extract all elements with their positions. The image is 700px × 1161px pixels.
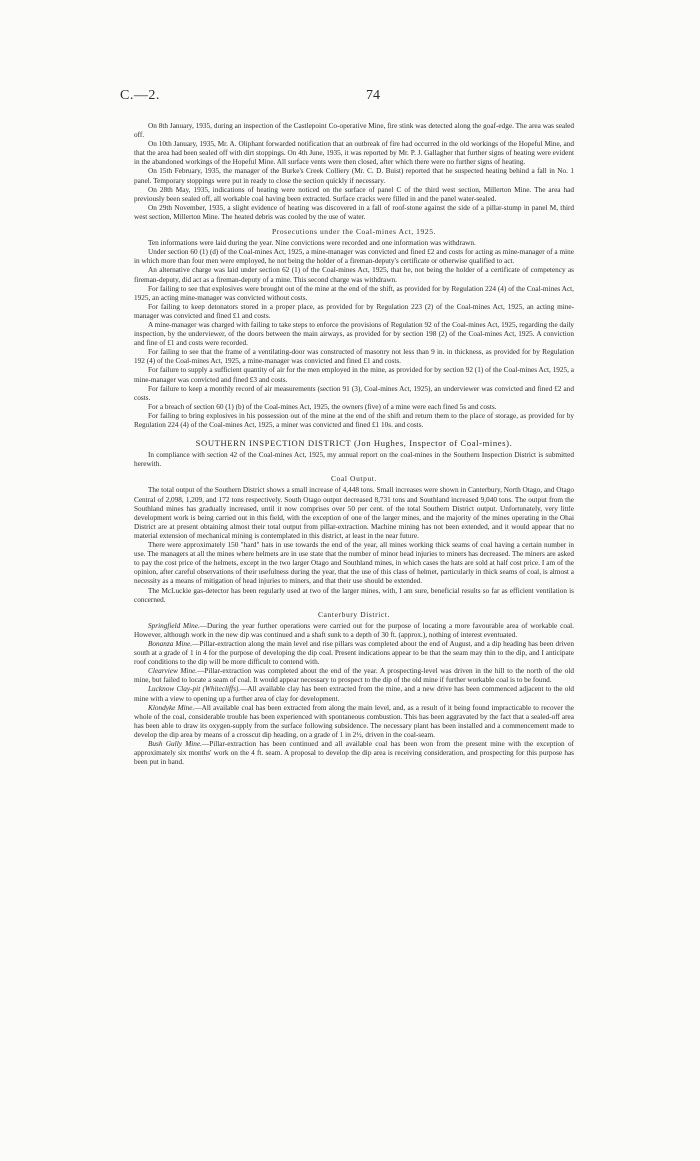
paragraph: For failing to bring explosives in his possession out of the mine at the end of the shift and return them to the place of storage, as provided for by Regulation 224 (4) of the Coal-mines Act, 1925, a miner was convicted and fined £1 10s. and costs. — [134, 411, 574, 429]
paragraph: Ten informations were laid during the year. Nine convictions were recorded and one information was withdrawn. — [148, 239, 476, 248]
paragraph: On 28th May, 1935, indications of heating were noticed on the surface of panel C of the third west section, Millerton Mine. The area had previously been sealed off, all workable coal having been extracted. Surface cracks were filled in and the panel water-sealed. — [134, 185, 574, 203]
paragraph: For failure to supply a sufficient quantity of air for the men employed in the mine, as provided for by section 92 (1) of the Coal-mines Act, 1925, a mine-manager was convicted and fined £3 and costs. — [134, 366, 574, 384]
paragraph: There were approximately 150 "hard" hats in use towards the end of the year, all mines working thick seams of coal having a certain number in use. The managers at all the mines where helmets are in use state that the number of minor head injuries to miners has decreased. The miners are asked to pay the cost price of the helmets, except in the two larger Otago and Southland mines, in which cases the hats are sold at half cost price. I am of the opinion, after careful observations of their usefulness during the year, that the use of this class of helmet, particularly in thick seams of coal, is almost a necessity as a means of mitigation of head injuries to miners, and that their use should be extended. — [134, 541, 574, 586]
mine-paragraph — [134, 704, 574, 740]
prosecutions-section — [134, 239, 574, 430]
paragraph: In compliance with section 42 of the Coal-mines Act, 1925, my annual report on the coal-mines in the Southern Inspection District is submitted herewith. — [134, 451, 574, 469]
coal-output-section — [134, 486, 574, 604]
mine-paragraph — [134, 640, 574, 667]
report-reference: C.—2. — [120, 88, 160, 103]
section-heading-coal-output: Coal Output. — [331, 474, 377, 484]
section-heading-southern-district: SOUTHERN INSPECTION DISTRICT (Jon Hughes, Inspector of Coal-mines). — [195, 438, 513, 449]
paragraph: For a breach of section 60 (1) (b) of the Coal-mines Act, 1925, the owners (five) of a mine were each fined 5s and costs. — [148, 402, 497, 411]
paragraph: For failing to see that explosives were brought out of the mine at the end of the shift, as provided for by Regulation 224 (4) of the Coal-mines Act, 1925, an acting mine-manager was convicted without costs. — [134, 284, 574, 302]
paragraph: An alternative charge was laid under section 62 (1) of the Coal-mines Act, 1925, that he, not being the holder of a certificate of competency as fireman-deputy, did act as a fireman-deputy of a mine. This second charge was withdrawn. — [134, 266, 574, 284]
mine-name: Klondyke Mine. — [148, 703, 195, 712]
mine-paragraph — [134, 740, 574, 767]
section-heading-canterbury: Canterbury District. — [318, 609, 390, 619]
paragraph: On 8th January, 1935, during an inspection of the Castlepoint Co-operative Mine, fire stink was detected along the goaf-edge. The area was sealed off. — [134, 122, 574, 140]
mine-paragraph — [134, 685, 574, 703]
mine-text: —During the year further operations were carried out for the purpose of locating a more favourable area of workable coal. However, although work in the new dip was continued and a shaft sunk to a depth of 30 ft. (approx.), nothing of interest eventuated. — [134, 621, 574, 639]
paragraph: The total output of the Southern District shows a small increase of 4,448 tons. Small increases were shown in Canterbury, North Otago, and Otago Central of 2,098, 1,209, and 172 tons respectively. South Otago output decreased 8,731 tons and Southland increased 9,040 tons. The output from the Southland mines has gradually increased, until it now comprises over 50 per cent. of the total Southern District output. Unfortunately, very little development work is being carried out in this field, with the exception of one of the larger mines, and the majority of the mines operating in the Ohai District are at present obtaining almost their total output from pillar-extraction. Machine mining has not been extended, and it would appear that no material extension of mechanical mining is contemplated in this district, at least in the near future. — [134, 486, 574, 540]
paragraph: A mine-manager was charged with failing to take steps to enforce the provisions of Regulation 92 of the Coal-mines Act, 1925, regarding the daily inspection, by the underviewer, of the doors between the main airways, as provided for by section 198 (2) of the Coal-mines Act, 1925. A conviction and fine of £1 and costs were recorded. — [134, 320, 574, 348]
paragraph: On 10th January, 1935, Mr. A. Oliphant forwarded notification that an outbreak of fire had occurred in the old workings of the Hopeful Mine, and that the area had been sealed off with dirt stoppings. On 4th June, 1935, it was reported by Mr. P. J. Gallagher that further signs of heating were evident in the abandoned workings of the Hopeful Mine. All surface vents were then closed, after which there were no further signs of heating. — [134, 140, 574, 167]
paragraph: Under section 60 (1) (d) of the Coal-mines Act, 1925, a mine-manager was convicted and fined £2 and costs for acting as mine-manager of a mine in which more than four men were employed, he not being the holder of a fireman-deputy's certificate or otherwise qualified to act. — [134, 248, 574, 266]
mine-name: Bonanza Mine. — [148, 639, 193, 648]
mine-paragraph — [134, 622, 574, 640]
mine-text: —All available clay has been extracted from the mine, and a new drive has been commenced adjacent to the old mine with a view to opening up a further area of clay for development. — [134, 685, 575, 703]
mine-paragraph — [134, 667, 574, 685]
canterbury-section — [134, 622, 574, 768]
mine-name: Springfield Mine. — [148, 621, 200, 630]
paragraph: For failure to keep a monthly record of air measurements (section 91 (3), Coal-mines Act, 1925), an underviewer was convicted and fined £2 and costs. — [134, 384, 574, 402]
mine-text: —All available coal has been extracted from along the main level, and, as a result of it being found impracticable to recover the whole of the coal, considerable trouble has been experienced with spontaneous combustion. This has been aggravated by the fact that a sealed-off area has been able to draw its oxygen-supply from the surface following subsidence. The necessary plant has been installed and a commencement made to develop the dip area by means of a crosscut dip heading, on a grade of 1 in 2½, driven in the coal-seam. — [134, 703, 574, 739]
mine-text: —Pillar-extraction was completed about the end of the year. A prospecting-level was driven in the hill to the north of the old mine, but failed to locate a seam of coal. It would appear necessary to prospect to the dip of the old mine if further workable coal is to be found. — [134, 667, 575, 685]
mine-name: Clearview Mine. — [148, 667, 198, 676]
paragraph: For failing to see that the frame of a ventilating-door was constructed of masonry not less than 9 in. in thickness, as provided for by Regulation 192 (4) of the Coal-mines Act, 1925, a mine-manager was convicted and fined £1 and costs. — [134, 348, 574, 366]
mine-text: —Pillar-extraction along the main level and rise pillars was completed about the end of August, and a dip heading has been driven south at a grade of 1 in 4 for the purpose of developing the dip coal. Present indications appear to be that the seam may thin to the dip, and I anticipate roof conditions to the dip will be more difficult to contend with. — [134, 639, 574, 667]
paragraph: On 15th February, 1935, the manager of the Burke's Creek Colliery (Mr. C. D. Buist) reported that he suspected heating behind a fall in No. 1 panel. Temporary stoppings were put in ready to close the section quickly if necessary. — [134, 167, 574, 185]
mine-name: Lucknow Clay-pit (Whitecliffs). — [148, 685, 241, 694]
heating-section — [134, 122, 574, 222]
paragraph: For failing to keep detonators stored in a proper place, as provided for by Regulation 223 (2) of the Coal-mines Act, 1925, an acting mine-manager was convicted and fined £1 and costs. — [134, 302, 574, 320]
page-number: 74 — [366, 88, 380, 103]
report-body — [134, 122, 574, 767]
paragraph: On 29th November, 1935, a slight evidence of heating was discovered in a fall of roof-stone against the side of a pillar-stump in panel M, third west section, Millerton Mine. The heated debris was cooled by the use of water. — [134, 203, 574, 221]
page-header — [0, 88, 700, 108]
mine-name: Bush Gully Mine. — [148, 740, 202, 748]
paragraph: The McLuckie gas-detector has been regularly used at two of the larger mines, with, I am sure, beneficial results so far as efficient ventilation is concerned. — [134, 586, 574, 604]
mine-text: —Pillar-extraction has been continued and all available coal has been won from the present mine with the exception of approximately six months' work on the 4 ft. seam. A proposal to develop the dip area is receiving consideration, and prospecting for this purpose has been put in hand. — [134, 740, 574, 767]
section-heading-prosecutions: Prosecutions under the Coal-mines Act, 1925. — [271, 227, 437, 237]
